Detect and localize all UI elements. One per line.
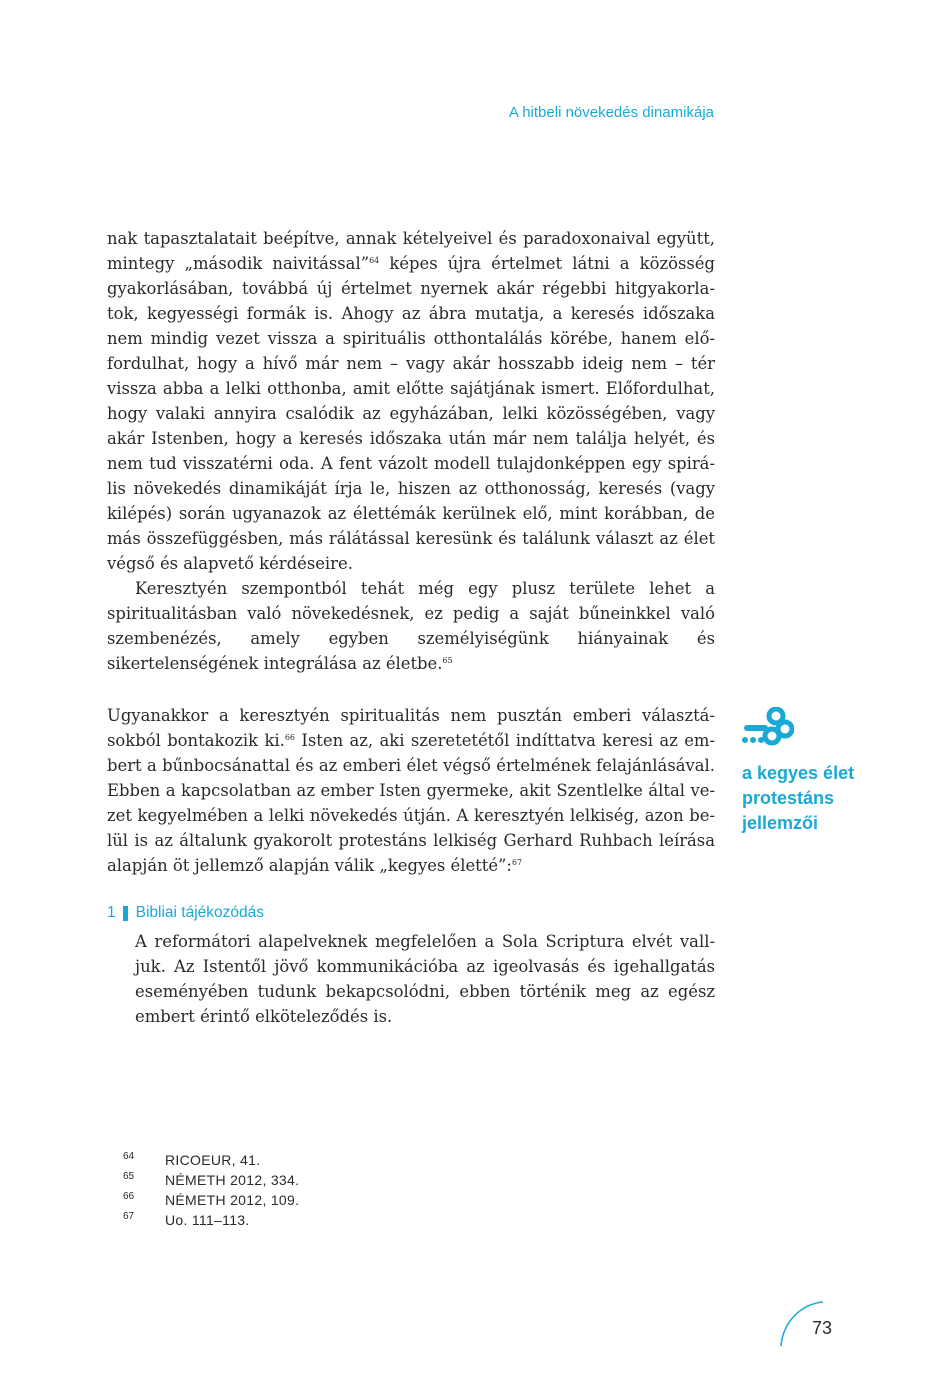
footnote-64 [123, 1150, 299, 1170]
margin-note-line-1: a kegyes élet [742, 763, 855, 783]
list-item-title: Bibliai tájékozódás [135, 904, 265, 921]
footnote-text: NÉMETH 2012, 109. [165, 1192, 300, 1208]
footnote-66 [123, 1190, 299, 1210]
footnotes [123, 1150, 299, 1230]
paragraph-3-text-a: Ugyanakkor a keresztyén spiritualitás nem pusztán emberi választásokból bontakozik ki. [107, 706, 715, 750]
page-number: 73 [812, 1318, 833, 1338]
body-text-2 [107, 703, 715, 878]
paragraph-1 [107, 226, 715, 576]
margin-note [742, 707, 892, 836]
footnote-ref-67[interactable]: 67 [511, 858, 523, 867]
footnote-65 [123, 1170, 299, 1190]
footnote-number: 64 [123, 1151, 135, 1162]
paragraph-1-text: nak tapasztalatait beépítve, annak kételyeivel és paradoxonaival együtt, mintegy „második naivitással” [107, 229, 715, 273]
footnote-text: NÉMETH 2012, 334. [165, 1172, 300, 1188]
footnote-ref-64[interactable]: 64 [369, 256, 380, 265]
body-text [107, 226, 715, 676]
footnote-ref-65[interactable]: 65 [442, 656, 453, 665]
paragraph-2-text: Keresztyén szempontból tehát még egy plusz területe lehet a spiritualitásban való növekedésnek, ez pedig a saját bűneinkkel való szembenézés, amely egyben személyiségünk hiányainak és sikertelenségének integrálása az életbe. [107, 579, 715, 673]
paragraph-2 [107, 576, 715, 676]
footnote-ref-66[interactable]: 66 [284, 733, 296, 742]
margin-note-line-3: jellemzői [742, 813, 819, 833]
footnote-number: 65 [123, 1171, 135, 1182]
list-bar-marker [123, 906, 128, 921]
footnote-67 [123, 1210, 299, 1230]
footnote-number: 67 [123, 1211, 135, 1222]
footnote-text: RICOEUR, 41. [165, 1152, 261, 1168]
footnote-text: Uo. 111–113. [165, 1212, 250, 1228]
list-item-heading [107, 904, 264, 922]
margin-note-label [742, 761, 892, 836]
footnote-number: 66 [123, 1191, 135, 1202]
list-item-body [135, 929, 715, 1029]
paragraph-3 [107, 703, 715, 878]
paragraph-3-text-b: Isten az, aki szeretetétől indíttatva keresi az embert a bűnbocsánattal és az emberi élet végső értelmének felajánlásával. Ebben a kapcsolatban az ember Isten gyermeke, akit Szentlelke által vezet kegyelmében a lelki növekedés útján. A keresztyén lelkiség, azon belül is az általunk gyakorolt protestáns lelkiség Gerhard Ruhbach leírása alapján öt jellemző alapján válik „kegyes életté”: [107, 731, 715, 875]
paragraph-1-cont: képes újra értelmet látni a közösség gyakorlásában, továbbá új értelmet nyernek akár régebbi hitgyakorlatok, kegyességi formák is. Ahogy az ábra mutatja, a keresés időszaka nem mindig vezet vissza a spirituális otthontalálás körébe, hanem előfordulhat, hogy a hívő már nem – vagy akár hosszabb ideig nem – tér vissza abba a lelki otthonba, amit előtte sajátjának ismert. Előfordulhat, hogy valaki annyira csalódik az egyházában, lelki közösségében, vagy akár Istenben, hogy a keresés időszaka után már nem találja helyét, és nem tud visszatérni oda. A fent vázolt modell tulajdonképpen egy spirális növekedés dinamikáját írja le, hiszen az otthonosság, keresés (vagy kilépés) során ugyanazok az élettémák kerülnek elő, mint korábban, de más összefüggésben, más rálátással keresünk és találunk választ az élet végső és alapvető kérdéseire. [107, 254, 716, 573]
margin-note-line-2: protestáns [742, 788, 835, 808]
list-item-number: 1 [107, 904, 116, 921]
running-head: A hitbeli növekedés dinamikája [508, 104, 714, 121]
key-icon [742, 707, 794, 747]
list-item-text: A reformátori alapelveknek megfelelően a Sola Scriptura elvét valljuk. Az Istentől jövő kommunikációba az igeolvasás és igehallgatás eseményében tudunk bekapcsolódni, ebben történik meg az egész embert érintő elköteleződés is. [135, 932, 715, 1026]
